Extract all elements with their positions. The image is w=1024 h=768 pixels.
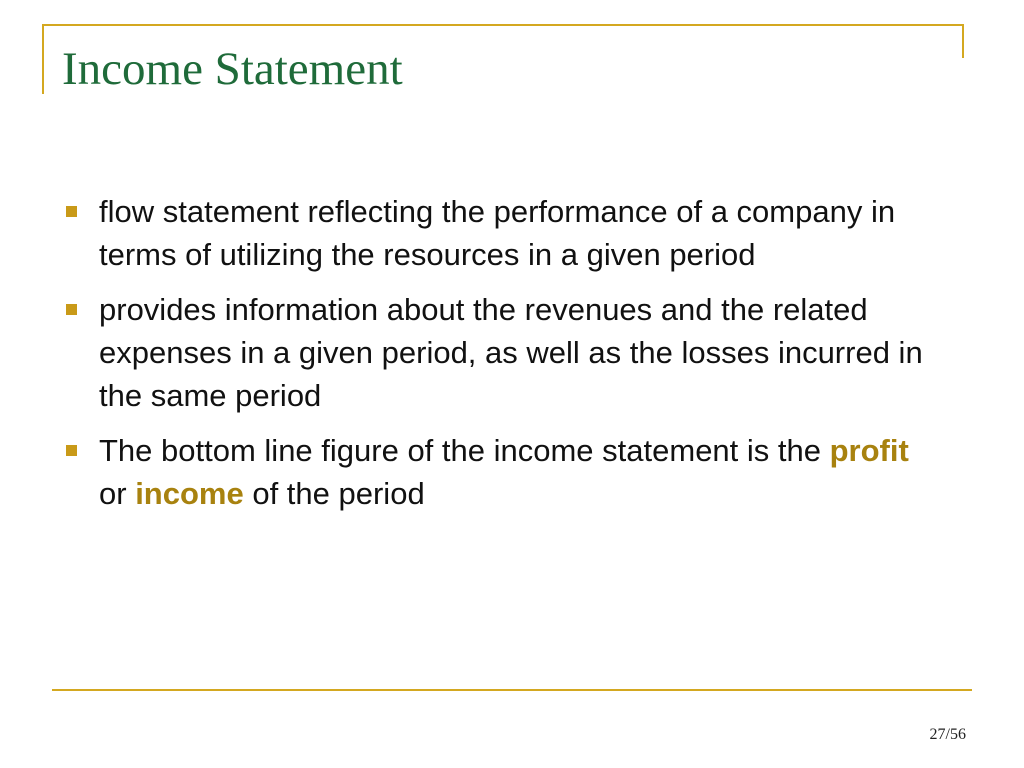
bullet-text-3-after: of the period <box>243 476 425 511</box>
slide-title: Income Statement <box>62 43 403 95</box>
bullet-item-2 <box>62 288 942 417</box>
page-number: 27/56 <box>929 726 966 743</box>
bullet-text-1: flow statement reflecting the performance of a company in terms of utilizing the resources in a given period <box>99 194 896 272</box>
highlight-income: income <box>135 476 244 511</box>
square-bullet-icon <box>66 445 77 456</box>
bullet-text-2: provides information about the revenues and the related expenses in a given period, as well as the losses incurred in the same period <box>99 292 923 413</box>
frame-top-rule <box>42 24 964 26</box>
frame-left-rule <box>42 24 44 94</box>
bullet-list <box>62 190 942 527</box>
square-bullet-icon <box>66 206 77 217</box>
frame-right-rule <box>962 24 964 58</box>
bullet-item-3 <box>62 429 942 515</box>
highlight-profit: profit <box>829 433 909 468</box>
bullet-text-3-middle: or <box>99 476 136 511</box>
square-bullet-icon <box>66 304 77 315</box>
bullet-text-3-before: The bottom line figure of the income statement is the <box>99 433 830 468</box>
footer-rule <box>52 689 972 691</box>
bullet-item-1 <box>62 190 942 276</box>
